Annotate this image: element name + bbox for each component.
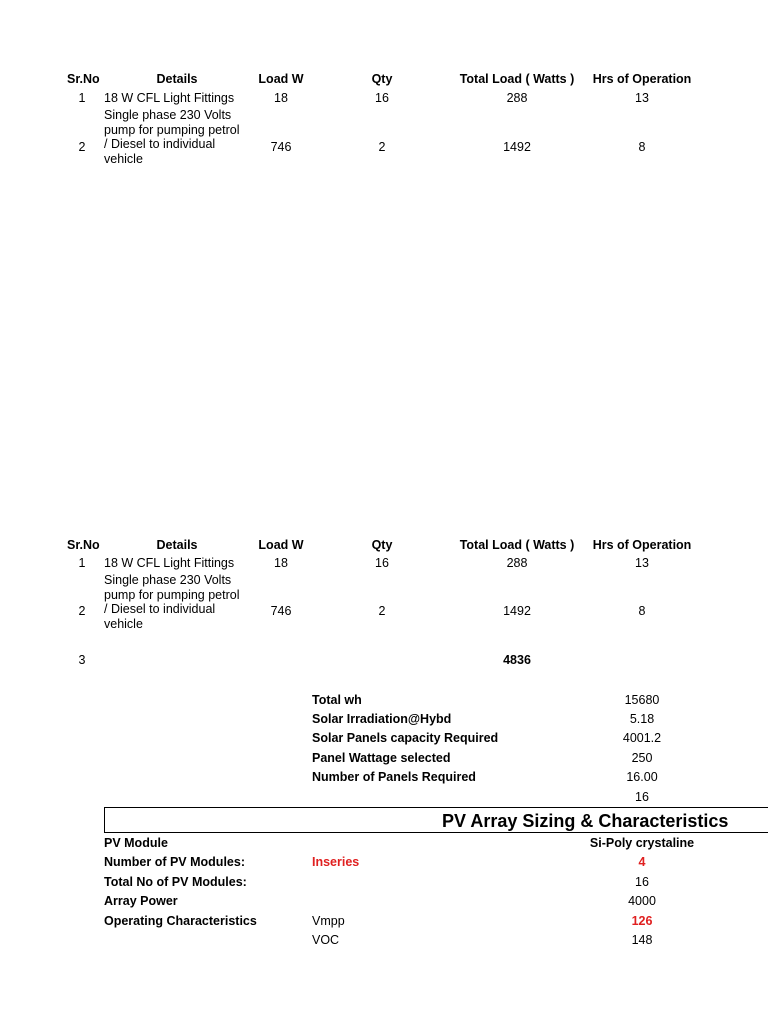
pv-title-box [104,807,768,833]
header-load: Load W [258,72,304,86]
cell-srno: 1 [78,556,86,570]
summary-label: Number of Panels Required [312,770,476,784]
summary-label: Solar Panels capacity Required [312,731,499,745]
cell-details: 18 W CFL Light Fittings [104,556,235,570]
cell-qty: 2 [378,604,386,618]
summary-label: Solar Irradiation@Hybd [312,712,452,726]
header-hrs-operation: Hrs of Operation [592,72,692,86]
cell-total-load: 1492 [503,140,531,154]
total-pv-modules-label: Total No of PV Modules: [104,875,247,889]
vmpp-value: 126 [631,914,653,928]
summary-value: 16.00 [626,770,658,784]
cell-hrs: 13 [635,556,649,570]
cell-qty: 16 [375,91,389,105]
num-pv-modules-value: 4 [638,855,646,869]
voc-value: 148 [631,933,653,947]
cell-srno: 1 [78,91,86,105]
header-hrs-operation: Hrs of Operation [592,538,692,552]
inseries-label: Inseries [312,855,360,869]
cell-details: 18 W CFL Light Fittings [104,91,235,105]
cell-load: 18 [274,556,288,570]
num-pv-modules-label: Number of PV Modules: [104,855,245,869]
cell-qty: 16 [375,556,389,570]
header-details: Details [156,538,198,552]
cell-load: 746 [270,604,292,618]
cell-details: Single phase 230 Volts pump for pumping petrol / Diesel to individual vehicle [104,108,240,166]
cell-total-load: 288 [506,556,528,570]
vmpp-label: Vmpp [312,914,345,928]
cell-load: 18 [274,91,288,105]
header-qty: Qty [371,538,393,552]
summary-value: 15680 [624,693,660,707]
summary-label: Total wh [312,693,362,707]
summary-value: 5.18 [629,712,655,726]
cell-hrs: 8 [638,140,646,154]
header-srno: Sr.No [67,538,100,552]
header-details: Details [156,72,198,86]
cell-total-load: 288 [506,91,528,105]
cell-hrs: 8 [638,604,646,618]
operating-characteristics-label: Operating Characteristics [104,914,257,928]
header-total-load: Total Load ( Watts ) [459,538,575,552]
cell-srno: 2 [78,604,86,618]
pv-module-value: Si-Poly crystaline [589,836,695,850]
summary-label: Panel Wattage selected [312,751,451,765]
cell-srno: 3 [78,653,86,667]
cell-hrs: 13 [635,91,649,105]
total-pv-modules-value: 16 [635,875,649,889]
cell-total-load: 1492 [503,604,531,618]
array-power-value: 4000 [628,894,656,908]
summary-value: 16 [635,790,649,804]
header-total-load: Total Load ( Watts ) [459,72,575,86]
pv-section-title: PV Array Sizing & Characteristics [442,811,729,831]
cell-grand-total-load: 4836 [503,653,531,667]
header-srno: Sr.No [67,72,100,86]
header-qty: Qty [371,72,393,86]
cell-details: Single phase 230 Volts pump for pumping petrol / Diesel to individual vehicle [104,573,240,631]
cell-srno: 2 [78,140,86,154]
header-load: Load W [258,538,304,552]
voc-label: VOC [312,933,340,947]
array-power-label: Array Power [104,894,178,908]
cell-qty: 2 [378,140,386,154]
summary-value: 4001.2 [622,731,662,745]
summary-value: 250 [631,751,653,765]
cell-load: 746 [270,140,292,154]
pv-module-label: PV Module [104,836,168,850]
